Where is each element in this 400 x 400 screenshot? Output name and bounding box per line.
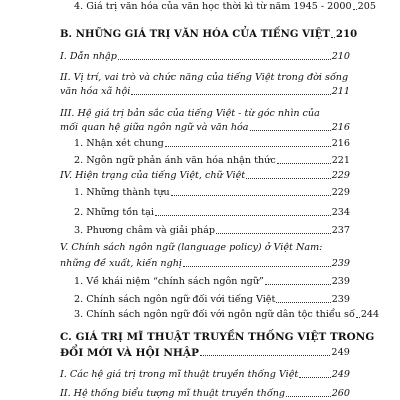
toc-chapter <box>60 170 350 182</box>
toc-item-number: 4. <box>74 1 84 12</box>
toc-chapter-page: 239 <box>331 258 350 269</box>
toc-item-number: 2. <box>74 155 84 166</box>
toc-item-page: 237 <box>331 225 350 236</box>
toc-section-heading <box>60 347 350 359</box>
toc-item-number: 1. <box>74 187 84 198</box>
toc-section-title: C. GIÁ TRỊ MĨ THUẬT TRUYỀN THỐNG VIỆT TRONG <box>60 331 375 343</box>
toc-item-title: Giá trị văn hóa của văn học thời kì từ năm 1945 - 2000 <box>86 1 352 12</box>
toc-item <box>74 276 350 288</box>
toc-item-page: 216 <box>331 138 350 149</box>
toc-leader <box>216 233 331 234</box>
toc-item-page: 205 <box>357 1 376 12</box>
toc-item <box>74 1 376 13</box>
toc-chapter-title: III. Hệ giá trị bản sắc của tiếng Việt - từ góc nhìn của <box>60 108 320 119</box>
toc-chapter <box>60 122 350 134</box>
toc-chapter <box>60 51 350 63</box>
toc-item-title: Ngôn ngữ phản ánh văn hóa nhận thức <box>86 155 276 166</box>
toc-chapter-title-cont: mối quan hệ giữa ngôn ngữ và văn hóa <box>60 122 249 133</box>
toc-leader <box>183 266 331 267</box>
toc-section-page: 249 <box>331 347 350 358</box>
toc-item-title: Chính sách ngôn ngữ đối với ngôn ngữ dân tộc thiểu số <box>86 309 355 320</box>
toc-chapter-page: 210 <box>331 51 350 62</box>
toc-item <box>74 187 350 199</box>
toc-chapter-page: 260 <box>331 388 350 399</box>
toc-item-number: 1. <box>74 138 84 149</box>
toc-leader <box>200 355 330 356</box>
toc-item-page: 239 <box>331 276 350 287</box>
toc-leader <box>250 130 331 131</box>
toc-leader <box>299 377 330 378</box>
toc-leader <box>118 59 331 60</box>
toc-item-page: 239 <box>331 294 350 305</box>
toc-leader <box>286 396 331 397</box>
toc-item-number: 3. <box>74 309 84 320</box>
toc-leader <box>246 178 331 179</box>
toc-chapter-title: IV. Hiện trạng của tiếng Việt, chữ Việt <box>60 170 246 181</box>
toc-item-number: 1. <box>74 276 84 287</box>
toc-chapter-page: 229 <box>331 170 350 181</box>
toc-section-title: B. NHỮNG GIÁ TRỊ VĂN HÓA CỦA TIẾNG VIỆT <box>60 29 331 40</box>
toc-item <box>74 155 350 167</box>
toc-item-title: Những thành tựu <box>86 187 170 198</box>
toc-chapter-title: V. Chính sách ngôn ngữ (language policy) ở Việt Nam: <box>60 242 323 253</box>
toc-leader <box>356 317 360 318</box>
toc-leader <box>353 9 357 10</box>
toc-item-title: Nhận xét chung <box>86 138 164 149</box>
toc-chapter-title: I. Các hệ giá trị trong mĩ thuật truyền thống Việt <box>60 369 299 380</box>
toc-section-title-cont: ĐỔI MỚI VÀ HỘI NHẬP <box>60 347 200 359</box>
toc-leader <box>265 284 331 285</box>
toc-leader <box>331 37 335 38</box>
toc-item-title: Những tồn tại <box>86 207 154 218</box>
toc-chapter-title: II. Vị trí, vai trò và chức năng của tiếng Việt trong đời sống <box>60 72 349 83</box>
toc-chapter-page: 249 <box>331 369 350 380</box>
toc-chapter-title-cont: văn hóa xã hội <box>60 86 131 97</box>
toc-leader <box>276 302 330 303</box>
toc-item <box>74 138 350 150</box>
toc-chapter-page: 216 <box>331 122 350 133</box>
toc-item-title: Phương châm và giải pháp <box>86 225 216 236</box>
toc-chapter-title: II. Hệ thống biểu tượng mĩ thuật truyền thống <box>60 388 286 399</box>
toc-item-title: Về khái niệm “chính sách ngôn ngữ” <box>86 276 264 287</box>
toc-section-heading <box>60 29 358 41</box>
toc-leader <box>155 215 331 216</box>
toc-chapter <box>60 258 350 270</box>
toc-chapter-title-cont: những đề xuất, kiến nghị <box>60 258 183 269</box>
toc-item-page: 244 <box>360 309 380 320</box>
toc-item-number: 2. <box>74 294 84 305</box>
toc-item <box>74 309 380 321</box>
toc-chapter-title: I. Dẫn nhập <box>60 51 117 62</box>
toc-chapter <box>60 86 350 98</box>
toc-item-number: 3. <box>74 225 84 236</box>
toc-item-number: 2. <box>74 207 84 218</box>
toc-item <box>74 207 350 219</box>
toc-item-page: 229 <box>331 187 350 198</box>
toc-leader <box>165 146 331 147</box>
toc-item <box>74 294 350 306</box>
toc-chapter <box>60 369 350 381</box>
toc-chapter-page: 211 <box>331 86 350 97</box>
toc-leader <box>131 94 330 95</box>
toc-chapter <box>60 388 350 400</box>
toc-leader <box>171 195 331 196</box>
toc-item-page: 234 <box>331 207 350 218</box>
toc-item-page: 221 <box>331 155 350 166</box>
toc-item <box>74 225 350 237</box>
toc-section-page: 210 <box>336 29 358 40</box>
toc-item-title: Chính sách ngôn ngữ đối với tiếng Việt <box>86 294 276 305</box>
toc-leader <box>277 163 331 164</box>
